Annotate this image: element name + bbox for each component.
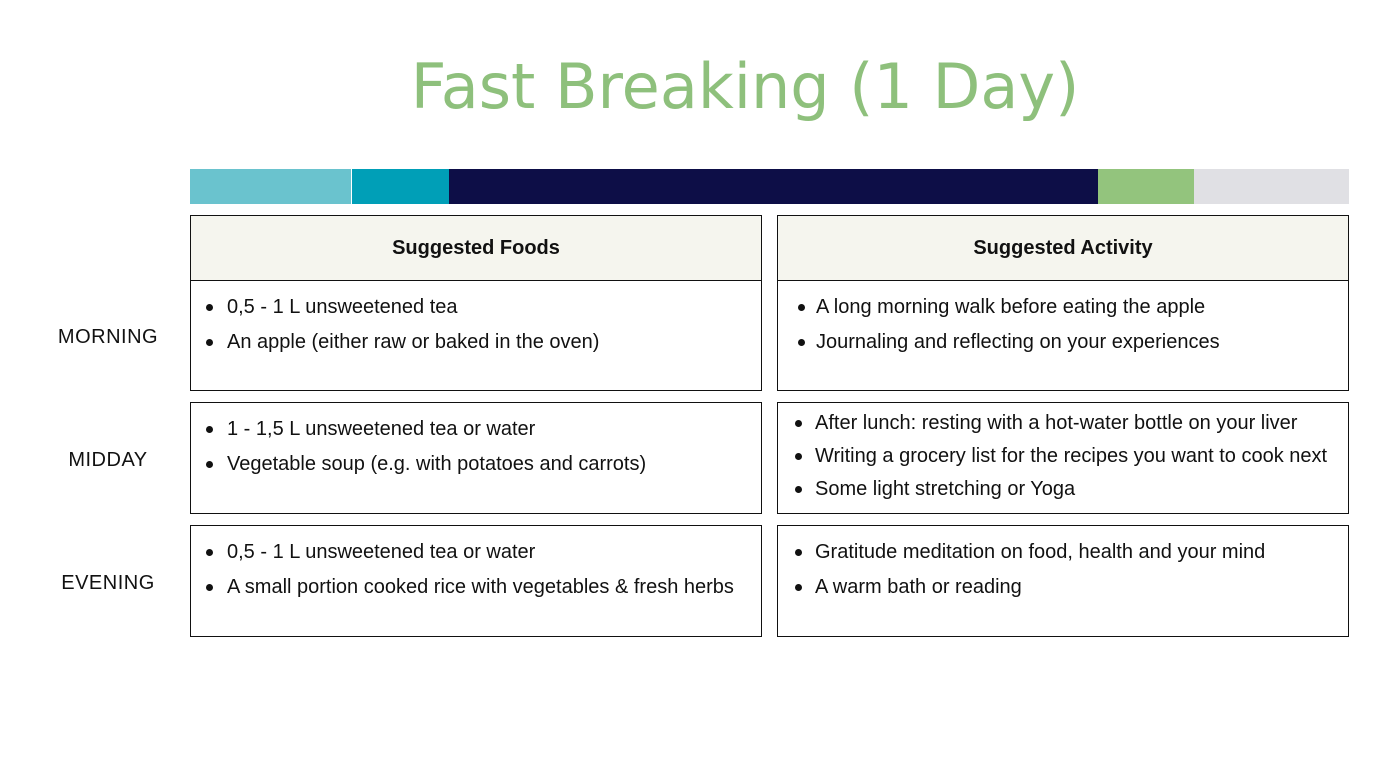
row-label-midday: MIDDAY bbox=[68, 449, 148, 471]
list-item bbox=[778, 407, 1348, 440]
morning-foods-cell bbox=[190, 280, 762, 391]
list-item bbox=[778, 440, 1348, 473]
list-item bbox=[191, 535, 761, 570]
evening-activity-cell bbox=[777, 525, 1349, 637]
bullet-icon bbox=[795, 453, 802, 460]
list-item bbox=[778, 325, 1348, 360]
bullet-icon bbox=[206, 549, 213, 556]
bullet-icon bbox=[206, 426, 213, 433]
list-item-text: An apple (either raw or baked in the oven) bbox=[227, 331, 600, 353]
color-bar-segment-3 bbox=[449, 169, 1098, 204]
color-bar-segment-4 bbox=[1098, 169, 1194, 204]
color-bar-segment-1 bbox=[190, 169, 351, 204]
page-title: Fast Breaking (1 Day) bbox=[410, 50, 1080, 123]
evening-activity-list bbox=[778, 526, 1348, 605]
list-item-text: A long morning walk before eating the apple bbox=[816, 296, 1206, 318]
foods-column-header: Suggested Foods bbox=[190, 215, 762, 281]
list-item-text: 0,5 - 1 L unsweetened tea or water bbox=[227, 541, 536, 563]
list-item-text: A small portion cooked rice with vegetables & fresh herbs bbox=[227, 576, 734, 598]
bullet-icon bbox=[206, 461, 213, 468]
list-item bbox=[191, 570, 761, 605]
bullet-icon bbox=[795, 584, 802, 591]
list-item-text: Writing a grocery list for the recipes you want to cook next bbox=[815, 445, 1328, 467]
list-item-text: Journaling and reflecting on your experiences bbox=[816, 331, 1220, 353]
midday-foods-list bbox=[191, 403, 761, 482]
list-item bbox=[778, 290, 1348, 325]
bullet-icon bbox=[795, 486, 802, 493]
bullet-icon bbox=[206, 584, 213, 591]
list-item-text: Some light stretching or Yoga bbox=[815, 478, 1076, 500]
bullet-icon bbox=[798, 339, 805, 346]
bullet-icon bbox=[206, 304, 213, 311]
morning-foods-list bbox=[191, 281, 761, 360]
list-item bbox=[778, 570, 1348, 605]
list-item-text: Gratitude meditation on food, health and your mind bbox=[815, 541, 1266, 563]
bullet-icon bbox=[206, 339, 213, 346]
morning-activity-cell bbox=[777, 280, 1349, 391]
midday-foods-cell bbox=[190, 402, 762, 514]
list-item-text: Vegetable soup (e.g. with potatoes and carrots) bbox=[227, 453, 647, 475]
bullet-icon bbox=[798, 304, 805, 311]
list-item-text: 1 - 1,5 L unsweetened tea or water bbox=[227, 418, 536, 440]
list-item bbox=[191, 325, 761, 360]
list-item bbox=[191, 447, 761, 482]
row-label-evening: EVENING bbox=[61, 572, 155, 594]
list-item bbox=[191, 412, 761, 447]
list-item-text: A warm bath or reading bbox=[815, 576, 1022, 598]
midday-activity-cell bbox=[777, 402, 1349, 514]
list-item-text: 0,5 - 1 L unsweetened tea bbox=[227, 296, 458, 318]
midday-activity-list bbox=[778, 403, 1348, 506]
list-item bbox=[191, 290, 761, 325]
decorative-color-bar bbox=[190, 169, 1349, 204]
morning-activity-list bbox=[778, 281, 1348, 360]
evening-foods-list bbox=[191, 526, 761, 605]
row-label-morning: MORNING bbox=[57, 326, 159, 348]
color-bar-segment-5 bbox=[1194, 169, 1349, 204]
evening-foods-cell bbox=[190, 525, 762, 637]
bullet-icon bbox=[795, 420, 802, 427]
list-item bbox=[778, 535, 1348, 570]
bullet-icon bbox=[795, 549, 802, 556]
list-item-text: After lunch: resting with a hot-water bottle on your liver bbox=[815, 412, 1298, 434]
activity-column-header: Suggested Activity bbox=[777, 215, 1349, 281]
list-item bbox=[778, 473, 1348, 506]
color-bar-segment-2 bbox=[352, 169, 449, 204]
